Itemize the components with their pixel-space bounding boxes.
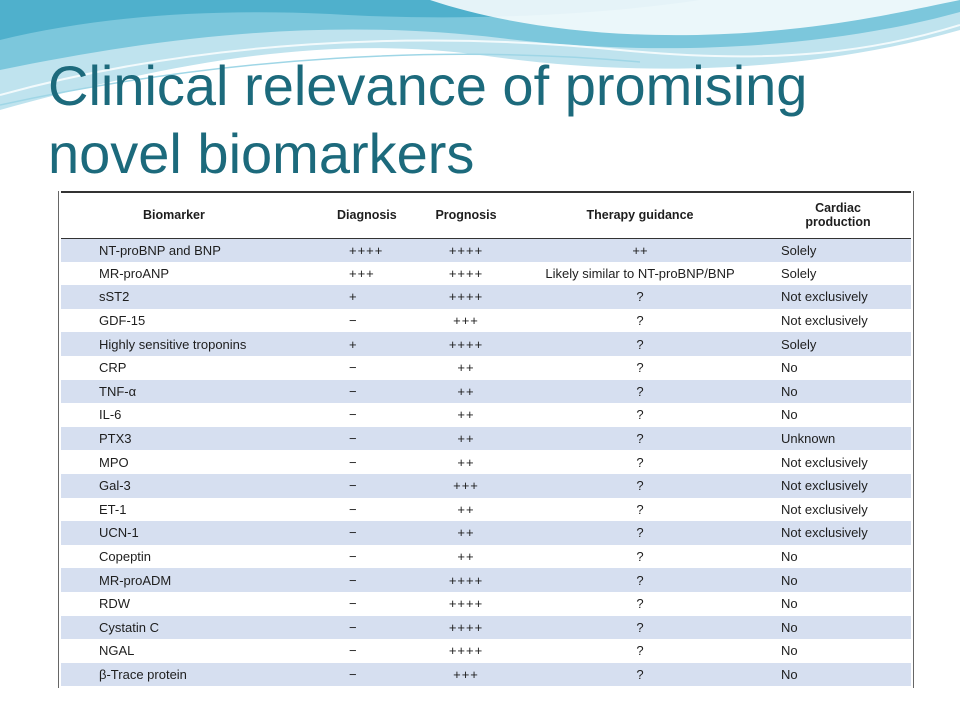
slide-title-line-2: novel biomarkers xyxy=(48,122,475,185)
cell-biomarker: CRP xyxy=(99,360,127,376)
header-cardiac-line-1: Cardiac xyxy=(815,201,861,216)
cell-therapy-guidance: ? xyxy=(636,501,644,517)
table-row xyxy=(61,663,911,687)
cell-biomarker: MR-proADM xyxy=(99,572,172,588)
cell-cardiac-production: Unknown xyxy=(781,431,836,447)
cell-biomarker: GDF-15 xyxy=(99,313,146,329)
cell-diagnosis: − xyxy=(349,596,358,612)
cell-cardiac-production: No xyxy=(781,549,798,565)
cell-biomarker: β-Trace protein xyxy=(99,666,187,682)
cell-diagnosis: − xyxy=(349,572,358,588)
cell-diagnosis: − xyxy=(349,549,358,565)
cell-cardiac-production: No xyxy=(781,360,798,376)
cell-prognosis: ++++ xyxy=(448,265,484,281)
cell-biomarker: RDW xyxy=(99,596,131,612)
cell-prognosis: ++++ xyxy=(448,596,484,612)
cell-cardiac-production: Not exclusively xyxy=(781,313,868,329)
cell-diagnosis: − xyxy=(349,478,358,494)
cell-therapy-guidance: ? xyxy=(636,572,644,588)
header-cardiac-line-2: production xyxy=(805,215,871,230)
cell-diagnosis: − xyxy=(349,383,358,399)
cell-prognosis: ++ xyxy=(457,407,475,423)
cell-biomarker: NT-proBNP and BNP xyxy=(99,242,221,258)
table-row xyxy=(61,332,911,356)
cell-therapy-guidance: ? xyxy=(636,383,644,399)
cell-biomarker: Cystatin C xyxy=(99,619,159,635)
table-row xyxy=(61,238,911,262)
cell-therapy-guidance: ? xyxy=(636,643,644,659)
cell-prognosis: ++ xyxy=(457,501,475,517)
cell-therapy-guidance: ? xyxy=(636,289,644,305)
cell-diagnosis: + xyxy=(349,289,358,305)
table-row xyxy=(61,403,911,427)
slide-title-line-1: Clinical relevance of promising xyxy=(48,54,808,117)
cell-therapy-guidance: ? xyxy=(636,407,644,423)
cell-therapy-guidance: ? xyxy=(636,313,644,329)
table-row xyxy=(61,498,911,522)
cell-biomarker: NGAL xyxy=(99,643,135,659)
cell-prognosis: ++ xyxy=(457,549,475,565)
biomarker-table xyxy=(61,191,911,686)
cell-therapy-guidance: ? xyxy=(636,336,644,352)
slide-title xyxy=(48,52,928,188)
cell-diagnosis: ++++ xyxy=(349,242,384,258)
cell-therapy-guidance: ? xyxy=(636,431,644,447)
table-row xyxy=(61,427,911,451)
cell-prognosis: ++ xyxy=(457,431,475,447)
cell-biomarker: Copeptin xyxy=(99,549,152,565)
table-row xyxy=(61,474,911,498)
cell-biomarker: TNF-α xyxy=(99,383,137,399)
cell-therapy-guidance: ? xyxy=(636,360,644,376)
cell-cardiac-production: No xyxy=(781,643,798,659)
cell-therapy-guidance: ? xyxy=(636,549,644,565)
table-row xyxy=(61,592,911,616)
cell-prognosis: ++++ xyxy=(448,643,484,659)
cell-cardiac-production: No xyxy=(781,383,798,399)
table-row xyxy=(61,568,911,592)
table-row xyxy=(61,616,911,640)
cell-therapy-guidance: ++ xyxy=(632,242,648,258)
cell-diagnosis: − xyxy=(349,431,358,447)
cell-diagnosis: − xyxy=(349,501,358,517)
header-cardiac-production xyxy=(755,192,911,238)
cell-cardiac-production: No xyxy=(781,407,798,423)
table-row xyxy=(61,521,911,545)
cell-biomarker: Highly sensitive troponins xyxy=(99,336,247,352)
cell-cardiac-production: No xyxy=(781,572,798,588)
cell-diagnosis: +++ xyxy=(349,265,375,281)
cell-cardiac-production: No xyxy=(781,666,798,682)
cell-diagnosis: − xyxy=(349,313,358,329)
cell-diagnosis: − xyxy=(349,360,358,376)
cell-prognosis: ++++ xyxy=(448,619,484,635)
cell-biomarker: IL-6 xyxy=(99,407,122,423)
cell-biomarker: MPO xyxy=(99,454,129,470)
cell-prognosis: ++ xyxy=(457,383,475,399)
cell-therapy-guidance: ? xyxy=(636,478,644,494)
cell-cardiac-production: Not exclusively xyxy=(781,478,868,494)
cell-therapy-guidance: ? xyxy=(636,454,644,470)
cell-therapy-guidance: ? xyxy=(636,666,644,682)
header-biomarker: Biomarker xyxy=(61,192,289,238)
cell-prognosis: ++++ xyxy=(448,242,484,258)
cell-cardiac-production: No xyxy=(781,596,798,612)
cell-prognosis: ++++ xyxy=(448,289,484,305)
cell-diagnosis: − xyxy=(349,619,358,635)
header-prognosis: Prognosis xyxy=(407,192,525,238)
cell-prognosis: +++ xyxy=(453,478,479,494)
cell-diagnosis: − xyxy=(349,666,358,682)
cell-biomarker: ET-1 xyxy=(99,501,127,517)
cell-prognosis: ++++ xyxy=(448,336,484,352)
cell-biomarker: UCN-1 xyxy=(99,525,139,541)
cell-cardiac-production: Solely xyxy=(781,265,817,281)
table-row xyxy=(61,285,911,309)
cell-diagnosis: + xyxy=(349,336,358,352)
cell-therapy-guidance: ? xyxy=(636,596,644,612)
cell-biomarker: PTX3 xyxy=(99,431,132,447)
cell-therapy-guidance: Likely similar to NT-proBNP/BNP xyxy=(545,265,735,281)
cell-cardiac-production: Not exclusively xyxy=(781,501,868,517)
cell-diagnosis: − xyxy=(349,643,358,659)
cell-diagnosis: − xyxy=(349,454,358,470)
table-row xyxy=(61,639,911,663)
cell-prognosis: ++ xyxy=(457,360,475,376)
table-row xyxy=(61,450,911,474)
cell-diagnosis: − xyxy=(349,407,358,423)
cell-cardiac-production: No xyxy=(781,619,798,635)
table-row xyxy=(61,545,911,569)
header-diagnosis: Diagnosis xyxy=(289,192,407,238)
cell-prognosis: ++ xyxy=(457,454,475,470)
cell-prognosis: ++++ xyxy=(448,572,484,588)
table-header-row xyxy=(61,192,911,238)
cell-cardiac-production: Not exclusively xyxy=(781,525,868,541)
table-row xyxy=(61,380,911,404)
cell-cardiac-production: Not exclusively xyxy=(781,289,868,305)
cell-prognosis: +++ xyxy=(453,666,479,682)
cell-prognosis: ++ xyxy=(457,525,475,541)
cell-biomarker: MR-proANP xyxy=(99,265,170,281)
table-row xyxy=(61,356,911,380)
cell-therapy-guidance: ? xyxy=(636,525,644,541)
cell-prognosis: +++ xyxy=(453,313,479,329)
cell-diagnosis: − xyxy=(349,525,358,541)
header-therapy-guidance: Therapy guidance xyxy=(525,192,755,238)
cell-biomarker: Gal-3 xyxy=(99,478,131,494)
cell-cardiac-production: Not exclusively xyxy=(781,454,868,470)
table-row xyxy=(61,309,911,333)
biomarker-table-panel xyxy=(58,191,914,688)
cell-cardiac-production: Solely xyxy=(781,336,817,352)
cell-therapy-guidance: ? xyxy=(636,619,644,635)
cell-cardiac-production: Solely xyxy=(781,242,817,258)
table-row xyxy=(61,262,911,286)
cell-biomarker: sST2 xyxy=(99,289,130,305)
